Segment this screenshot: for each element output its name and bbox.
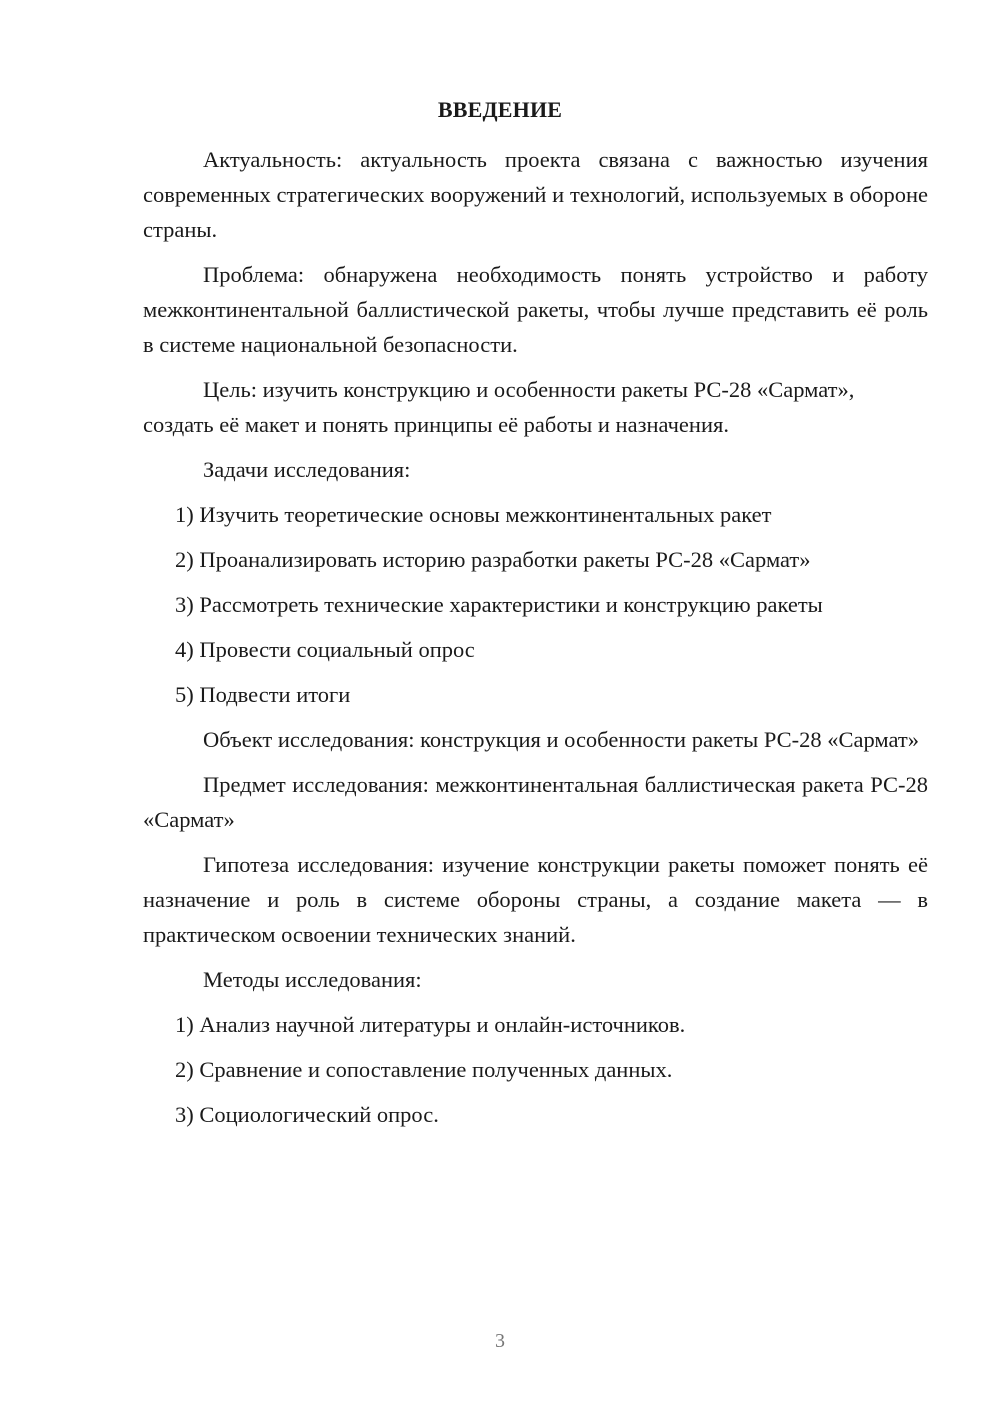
methods-list — [143, 1007, 928, 1132]
tasks-heading: Задачи исследования: — [203, 457, 411, 482]
list-item: 2) Проанализировать историю разработки ракеты РС-28 «Сармат» — [175, 547, 811, 572]
hypothesis-paragraph: Гипотеза исследования: изучение конструкции ракеты поможет понять её назначение и роль в системе обороны страны, а создание макета — в практическом освоении технических знаний. — [143, 852, 928, 947]
problem-paragraph: Проблема: обнаружена необходимость понять устройство и работу межконтинентальной баллистической ракеты, чтобы лучше представить её роль в системе национальной безопасности. — [143, 262, 928, 357]
goal-paragraph: Цель: изучить конструкцию и особенности ракеты РС-28 «Сармат», создать её макет и понять принципы её работы и назначения. — [143, 377, 855, 437]
list-item: 5) Подвести итоги — [175, 682, 351, 707]
list-item: 3) Социологический опрос. — [175, 1102, 439, 1127]
list-item: 1) Изучить теоретические основы межконтинентальных ракет — [175, 502, 772, 527]
list-item: 2) Сравнение и сопоставление полученных данных. — [175, 1057, 673, 1082]
list-item: 3) Рассмотреть технические характеристики и конструкцию ракеты — [175, 592, 823, 617]
list-item: 4) Провести социальный опрос — [175, 637, 475, 662]
subject-paragraph: Предмет исследования: межконтинентальная баллистическая ракета РС-28 «Сармат» — [143, 772, 928, 832]
document-body — [143, 142, 928, 1142]
tasks-list — [143, 497, 928, 712]
page-title: ВВЕДЕНИЕ — [437, 97, 563, 122]
relevance-paragraph: Актуальность: актуальность проекта связана с важностью изучения современных стратегических вооружений и технологий, используемых в обороне страны. — [143, 147, 928, 242]
list-item: 1) Анализ научной литературы и онлайн-источников. — [175, 1012, 686, 1037]
methods-heading: Методы исследования: — [203, 967, 422, 992]
object-paragraph: Объект исследования: конструкция и особенности ракеты РС-28 «Сармат» — [203, 727, 920, 752]
page-number: 3 — [495, 1330, 505, 1352]
